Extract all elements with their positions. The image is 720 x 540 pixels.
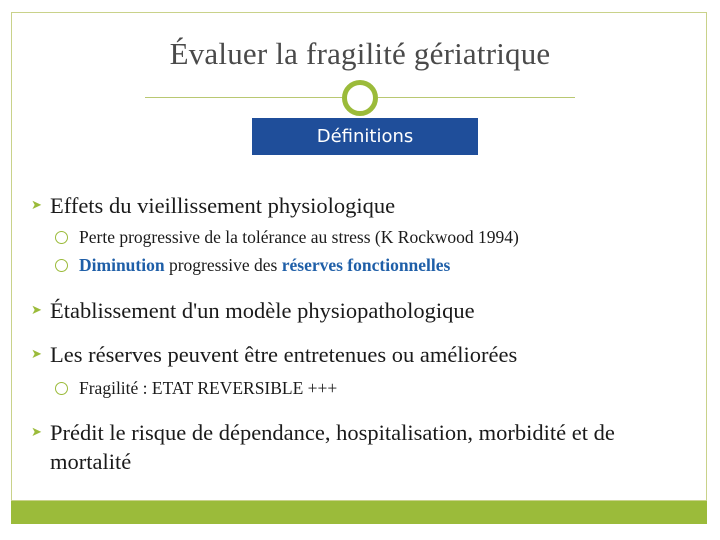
sub-bullet-circle-icon: [55, 231, 68, 244]
sub-bullet-1-1-text: Perte progressive de la tolérance au stress (K Rockwood 1994): [79, 227, 519, 247]
sub-bullet-circle-icon: [55, 259, 68, 272]
sub-bullet-1-1: [55, 226, 519, 248]
highlight-reserves: réserves fonctionnelles: [281, 255, 451, 275]
bullet-arrow-icon: ➤: [31, 347, 42, 362]
footer-bar: [11, 501, 707, 524]
sub-bullet-1-2-mid: progressive des: [164, 255, 282, 275]
bullet-2-text: Établissement d'un modèle physiopathologique: [50, 298, 475, 323]
bullet-2: [31, 296, 691, 325]
ring-icon: [342, 80, 378, 116]
sub-bullet-circle-icon: [55, 382, 68, 395]
highlight-diminution: Diminution: [79, 255, 165, 275]
title-rule-right: [378, 97, 575, 98]
bullet-3-text: Les réserves peuvent être entretenues ou améliorées: [50, 342, 518, 367]
bullet-4-text: Prédit le risque de dépendance, hospitalisation, morbidité et de mortalité: [50, 420, 615, 474]
bullet-4: [31, 418, 681, 476]
section-label: Définitions: [252, 118, 478, 155]
slide-title: Évaluer la fragilité gériatrique: [169, 36, 551, 71]
title-rule-left: [145, 97, 342, 98]
bullet-1-text: Effets du vieillissement physiologique: [50, 193, 396, 218]
sub-bullet-1-2-text: [79, 254, 450, 276]
bullet-arrow-icon: ➤: [31, 303, 42, 318]
sub-bullet-3-1: [55, 377, 337, 399]
bullet-arrow-icon: ➤: [31, 198, 42, 213]
bullet-1: [31, 191, 691, 220]
sub-bullet-1-2: [55, 254, 450, 276]
bullet-arrow-icon: ➤: [31, 425, 42, 440]
sub-bullet-3-1-text: Fragilité : ETAT REVERSIBLE +++: [79, 378, 338, 398]
bullet-3: [31, 340, 691, 369]
